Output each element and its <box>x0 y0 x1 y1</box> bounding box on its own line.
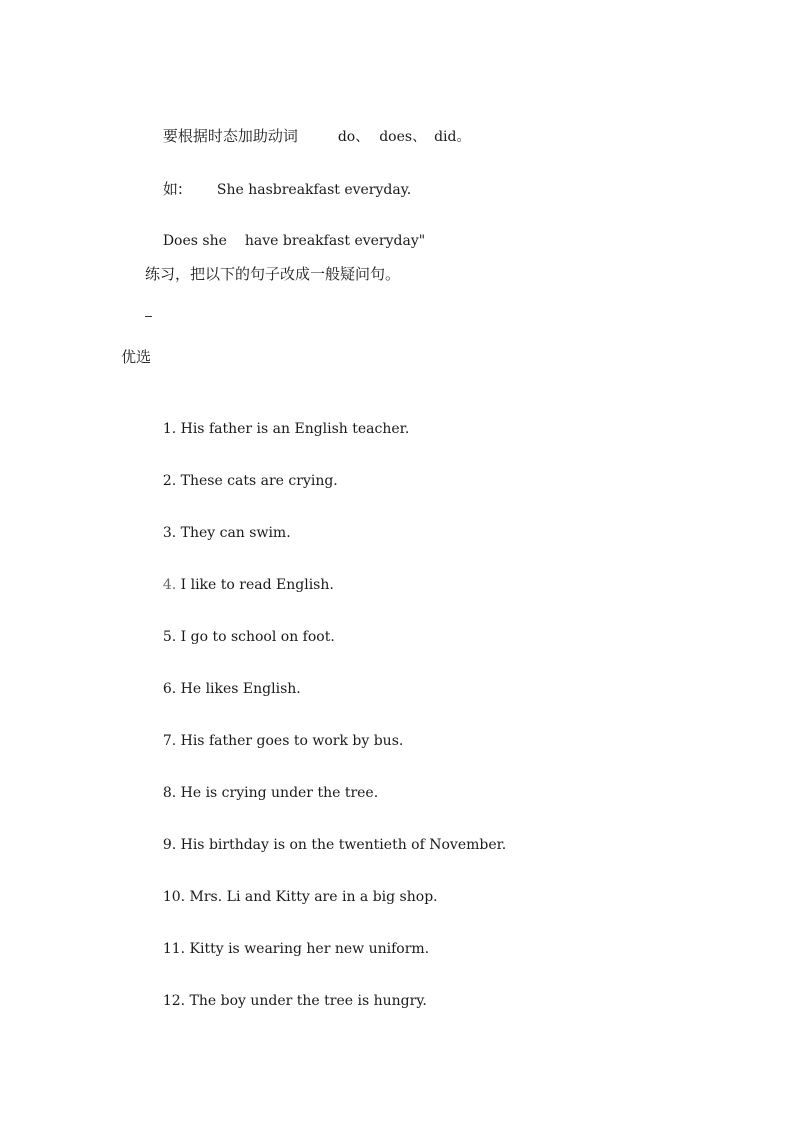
exercise-sentence: His father goes to work by bus. <box>180 733 404 749</box>
rule-line <box>145 109 471 164</box>
exercise-sentence: He is crying under the tree. <box>180 785 379 801</box>
exercise-item <box>145 402 409 456</box>
question-part2: have breakfast everyday" <box>244 233 426 249</box>
exercise-sentence: His birthday is on the twentieth of November. <box>180 837 507 853</box>
exercise-sentence: They can swim. <box>180 525 291 541</box>
exercise-item <box>145 974 427 1028</box>
exercise-item <box>145 610 335 664</box>
exercise-number: 4. <box>162 577 177 593</box>
exercise-item <box>145 506 291 560</box>
exercise-number: 10. <box>162 889 186 905</box>
exercise-sentence: His father is an English teacher. <box>180 421 410 437</box>
exercise-sentence: Mrs. Li and Kitty are in a big shop. <box>189 889 438 905</box>
aux-did: did。 <box>434 129 471 145</box>
exercise-sentence: He likes English. <box>180 681 301 697</box>
exercise-item <box>145 922 429 976</box>
exercise-sentence: I go to school on foot. <box>180 629 335 645</box>
exercise-item <box>145 558 334 612</box>
exercise-sentence: These cats are crying. <box>180 473 338 489</box>
exercise-number: 2. <box>162 473 177 489</box>
aux-do: do、 <box>337 129 370 145</box>
question-part1: Does she <box>162 233 227 249</box>
question-line <box>145 214 425 268</box>
exercise-item <box>145 870 438 924</box>
instruction-text: 练习，把以下的句子改成一般疑问句。 <box>145 265 401 283</box>
exercise-number: 12. <box>162 993 186 1009</box>
exercise-number: 8. <box>162 785 177 801</box>
exercise-item <box>145 818 506 872</box>
exercise-number: 9. <box>162 837 177 853</box>
exercise-item <box>145 766 378 820</box>
exercise-sentence: The boy under the tree is hungry. <box>189 993 427 1009</box>
exercise-number: 3. <box>162 525 177 541</box>
exercise-number: 5. <box>162 629 177 645</box>
separator-dash <box>145 316 152 317</box>
aux-does: does、 <box>379 129 427 145</box>
example-statement: She hasbreakfast everyday. <box>216 182 412 198</box>
exercise-number: 6. <box>162 681 177 697</box>
footer-label: 优选 <box>121 348 152 366</box>
exercise-item <box>145 662 301 716</box>
exercise-number: 7. <box>162 733 177 749</box>
exercise-sentence: I like to read English. <box>180 577 334 593</box>
exercise-sentence: Kitty is wearing her new uniform. <box>189 941 430 957</box>
exercise-number: 11. <box>162 941 186 957</box>
exercise-item <box>145 714 403 768</box>
exercise-number: 1. <box>162 421 177 437</box>
rule-label: 要根据时态加助动词 <box>162 127 298 145</box>
exercise-item <box>145 454 338 508</box>
example-label: 如: <box>162 180 183 198</box>
example-line <box>145 162 411 217</box>
